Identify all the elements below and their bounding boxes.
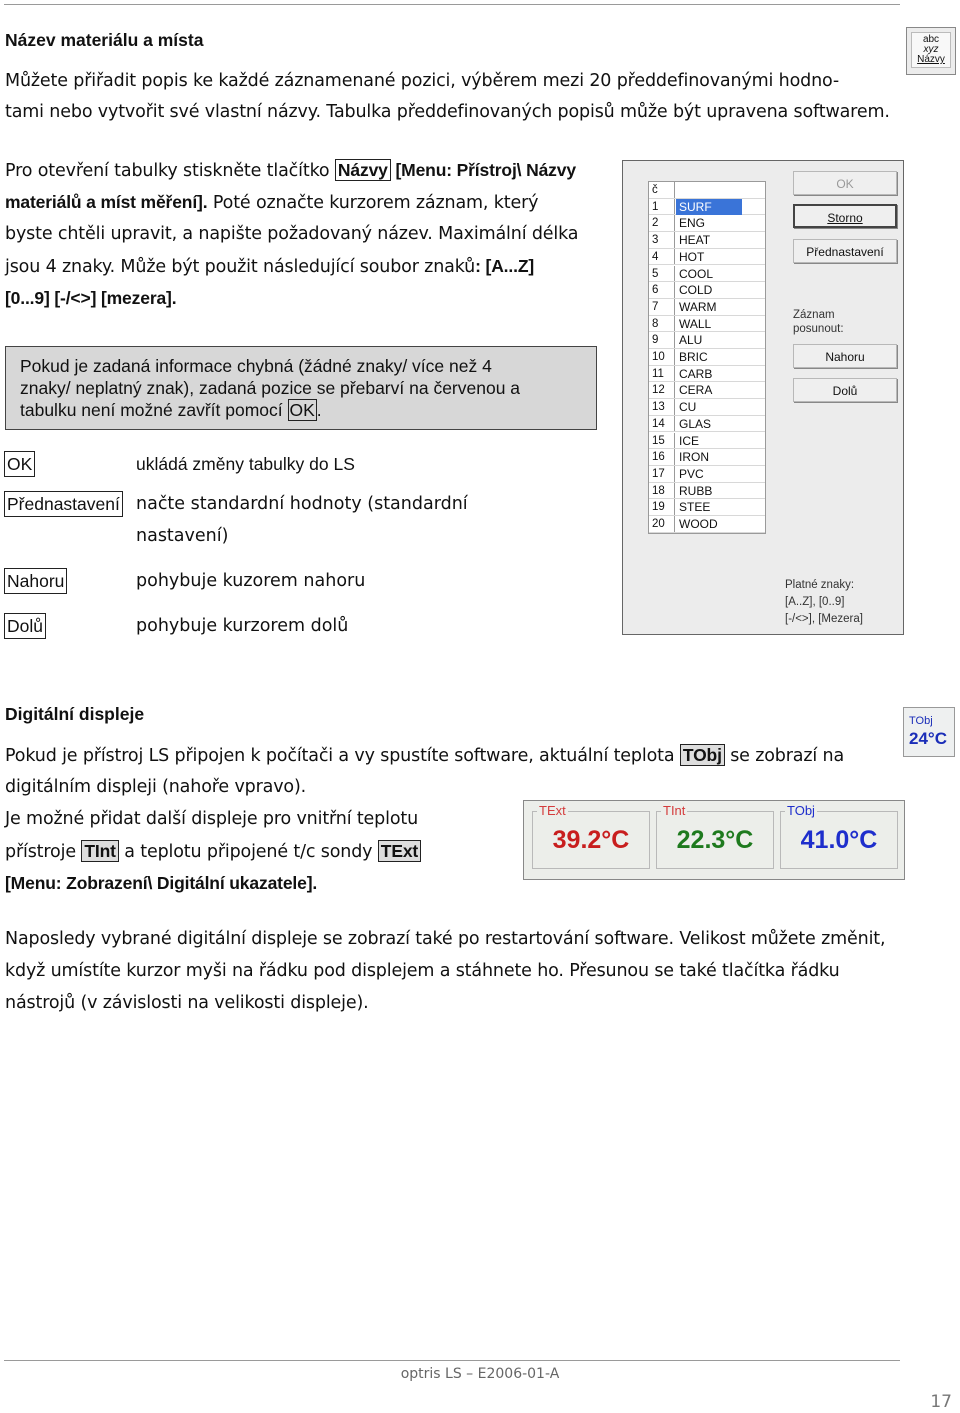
table-row[interactable] [649, 449, 765, 466]
down-button[interactable]: Dolů [793, 378, 897, 402]
col-header-number: č [649, 182, 675, 198]
valid-chars-title: Platné znaky: [785, 579, 855, 591]
row-number: 11 [649, 366, 675, 382]
move-record-label-1: Záznam [793, 309, 835, 321]
row-number: 16 [649, 449, 675, 465]
section-heading: Název materiálu a místa [5, 30, 204, 50]
display-tobj-value: 41.0°C [800, 826, 878, 854]
tint-ref: TInt [81, 840, 118, 862]
names-icon-line2: xyz [923, 44, 939, 55]
displays-line-3: Je možné přidat další displeje pro vnitřní teplotu [5, 809, 419, 829]
row-number: 19 [649, 499, 675, 515]
up-desc: pohybuje kuzorem nahoru [136, 571, 366, 591]
row-name[interactable]: COOL [679, 266, 714, 281]
up-button-ref: Nahoru [4, 568, 67, 594]
display-tobj-label: TObj [787, 803, 815, 818]
footer-rule [4, 1360, 900, 1361]
row-number: 9 [649, 332, 675, 348]
displays-line-4 [5, 835, 421, 868]
row-number: 4 [649, 249, 675, 265]
row-name[interactable]: GLAS [679, 416, 712, 431]
table-row[interactable] [649, 332, 765, 349]
menu-path-cont: materiálů a míst měření]. [5, 192, 208, 212]
move-record-label-2: posunout: [793, 323, 844, 335]
row-name[interactable]: WARM [679, 299, 717, 314]
displays-line-2: digitálním displeji (nahoře vpravo). [5, 777, 307, 797]
footer-text: optris LS – E2006-01-A [400, 1366, 560, 1382]
row-number: 13 [649, 399, 675, 415]
row-name[interactable]: WOOD [679, 517, 718, 531]
row-number: 20 [649, 516, 675, 532]
instruction-text: jsou 4 znaky. Může být použit následující soubor znaků [5, 257, 476, 277]
instruction-text: Poté označte kurzorem záznam, který [207, 193, 539, 213]
ok-button[interactable]: OK [793, 171, 897, 195]
tobj-small-value: 24°C [909, 729, 947, 748]
section-heading-displays: Digitální displeje [5, 704, 145, 724]
display-text[interactable] [532, 803, 650, 869]
table-row[interactable] [649, 249, 765, 266]
table-row[interactable] [649, 433, 765, 450]
displays-menu-path: [Menu: Zobrazení\ Digitální ukazatele]. [5, 873, 318, 893]
move-record-label [793, 308, 844, 336]
instruction-line-3: byste chtěli upravit, a napište požadovaný název. Maximální délka [5, 224, 579, 244]
row-name[interactable]: ALU [679, 333, 703, 348]
table-row[interactable] [649, 466, 765, 483]
table-row[interactable] [649, 516, 765, 533]
instruction-line-5: [0...9] [-/<>] [mezera]. [5, 288, 177, 308]
intro-line-1: Můžete přiřadit popis ke každé záznamenané pozici, výběrem mezi 20 předdefinovanými hodno- [5, 71, 840, 91]
names-toolbar-icon[interactable] [906, 27, 956, 75]
tobj-toolbar-display[interactable] [903, 707, 955, 757]
row-number: 5 [649, 266, 675, 282]
row-number: 18 [649, 483, 675, 499]
warning-note [5, 346, 597, 430]
names-dialog [622, 160, 904, 635]
intro-line-2: tami nebo vytvořit své vlastní názvy. Tabulka předdefinovaných popisů může být upravena softwarem. [5, 102, 890, 122]
valid-chars-label [785, 577, 863, 628]
tobj-small-label: TObj [909, 715, 933, 727]
row-name[interactable]: BRIC [679, 350, 708, 364]
table-row[interactable] [649, 483, 765, 500]
instruction-line-2 [5, 186, 538, 219]
row-number: 12 [649, 382, 675, 398]
page-number: 17 [930, 1392, 952, 1412]
valid-chars-1: [A..Z], [0..9] [785, 596, 845, 608]
table-row[interactable] [649, 299, 765, 316]
note-line-3 [20, 399, 582, 421]
preset-button[interactable]: Přednastavení [793, 239, 897, 263]
instruction-line-1 [5, 154, 576, 187]
row-name[interactable]: CU [679, 400, 697, 415]
table-header [649, 182, 765, 199]
displays-text: se zobrazí na [724, 746, 845, 766]
ok-desc: ukládá změny tabulky do LS [136, 454, 355, 474]
note-ok-ref: OK [289, 400, 315, 420]
table-row[interactable] [649, 199, 765, 216]
displays-text: přístroje [5, 842, 82, 862]
row-number: 1 [649, 199, 675, 215]
names-icon-line1: abc [922, 34, 940, 45]
displays-text: Pokud je přístroj LS připojen k počítači a vy spustíte software, aktuální teplota [5, 746, 680, 766]
tobj-ref: TObj [680, 744, 725, 766]
note-line-2: znaky/ neplatný znak), zadaná pozice se přebarví na červenou a [20, 378, 521, 398]
valid-chars-2: [-/<>], [Mezera] [785, 613, 863, 625]
table-row[interactable] [649, 266, 765, 283]
row-name[interactable]: WALL [679, 316, 712, 331]
row-name[interactable]: STEE [679, 500, 711, 515]
text-ref: TExt [378, 840, 421, 862]
display-tobj[interactable] [780, 803, 898, 869]
preset-button-ref: Přednastavení [4, 491, 123, 517]
table-row[interactable] [649, 316, 765, 333]
charset-a: : [A...Z] [475, 256, 535, 276]
table-row[interactable] [649, 366, 765, 383]
menu-path: [Menu: Přístroj\ Názvy [390, 160, 576, 180]
names-button-ref: Názvy [335, 159, 391, 181]
table-row[interactable] [649, 416, 765, 433]
ok-button-ref: OK [4, 451, 35, 477]
table-row[interactable] [649, 232, 765, 249]
names-icon-label: Názvy [917, 54, 945, 65]
display-text-value: 39.2°C [552, 826, 630, 854]
row-name[interactable]: ENG [679, 216, 706, 231]
display-tint-value: 22.3°C [676, 826, 754, 854]
resize-note-line-2: když umístíte kurzor myši na řádku pod displejem a stáhnete ho. Přesunou se také tlačítka řádku [5, 961, 840, 981]
note-line-1: Pokud je zadaná informace chybná (žádné znaky/ více než 4 [20, 356, 492, 376]
row-number: 8 [649, 316, 675, 332]
resize-note-line-3: nástrojů (v závislosti na velikosti displeje). [5, 993, 369, 1013]
row-name[interactable]: CERA [679, 383, 713, 398]
preset-desc-1: načte standardní hodnoty (standardní [136, 494, 468, 514]
down-button-ref: Dolů [4, 613, 46, 639]
row-number: 3 [649, 232, 675, 248]
row-name[interactable]: RUBB [679, 483, 713, 498]
row-name[interactable]: COLD [679, 283, 713, 298]
preset-desc-2: nastavení) [136, 526, 229, 546]
row-number: 10 [649, 349, 675, 365]
instruction-line-4 [5, 250, 534, 283]
storno-button[interactable]: Storno [793, 204, 897, 228]
names-table [648, 181, 766, 534]
row-name[interactable]: IRON [679, 450, 709, 465]
table-row[interactable] [649, 382, 765, 399]
row-number: 14 [649, 416, 675, 432]
digital-displays-panel [523, 800, 905, 880]
display-tint[interactable] [656, 803, 774, 869]
note-period: . [316, 400, 322, 420]
table-row[interactable] [649, 349, 765, 366]
row-name[interactable]: HOT [679, 249, 705, 264]
row-name[interactable]: HEAT [679, 233, 711, 248]
row-number: 7 [649, 299, 675, 315]
row-number: 17 [649, 466, 675, 482]
up-button[interactable]: Nahoru [793, 344, 897, 368]
table-row[interactable] [649, 399, 765, 416]
down-desc: pohybuje kurzorem dolů [136, 616, 349, 636]
row-name[interactable]: CARB [679, 366, 713, 381]
table-row[interactable] [649, 499, 765, 516]
display-text-label: TExt [539, 803, 566, 818]
table-row[interactable] [649, 215, 765, 232]
row-number: 2 [649, 215, 675, 231]
display-tint-label: TInt [663, 803, 686, 818]
displays-line-1 [5, 739, 844, 772]
instruction-text: Pro otevření tabulky stiskněte tlačítko [5, 161, 335, 181]
note-text: tabulku není možné zavřít pomocí [20, 400, 288, 420]
row-name[interactable]: ICE [679, 433, 700, 448]
displays-text: a teplotu připojené t/c sondy [118, 842, 378, 862]
row-name[interactable]: PVC [679, 466, 704, 481]
row-name[interactable]: SURF [676, 199, 742, 215]
table-row[interactable] [649, 282, 765, 299]
top-rule [4, 4, 900, 5]
row-number: 6 [649, 282, 675, 298]
resize-note-line-1: Naposledy vybrané digitální displeje se zobrazí také po restartování software. Velikost můžete změnit, [5, 929, 886, 949]
row-number: 15 [649, 433, 675, 449]
